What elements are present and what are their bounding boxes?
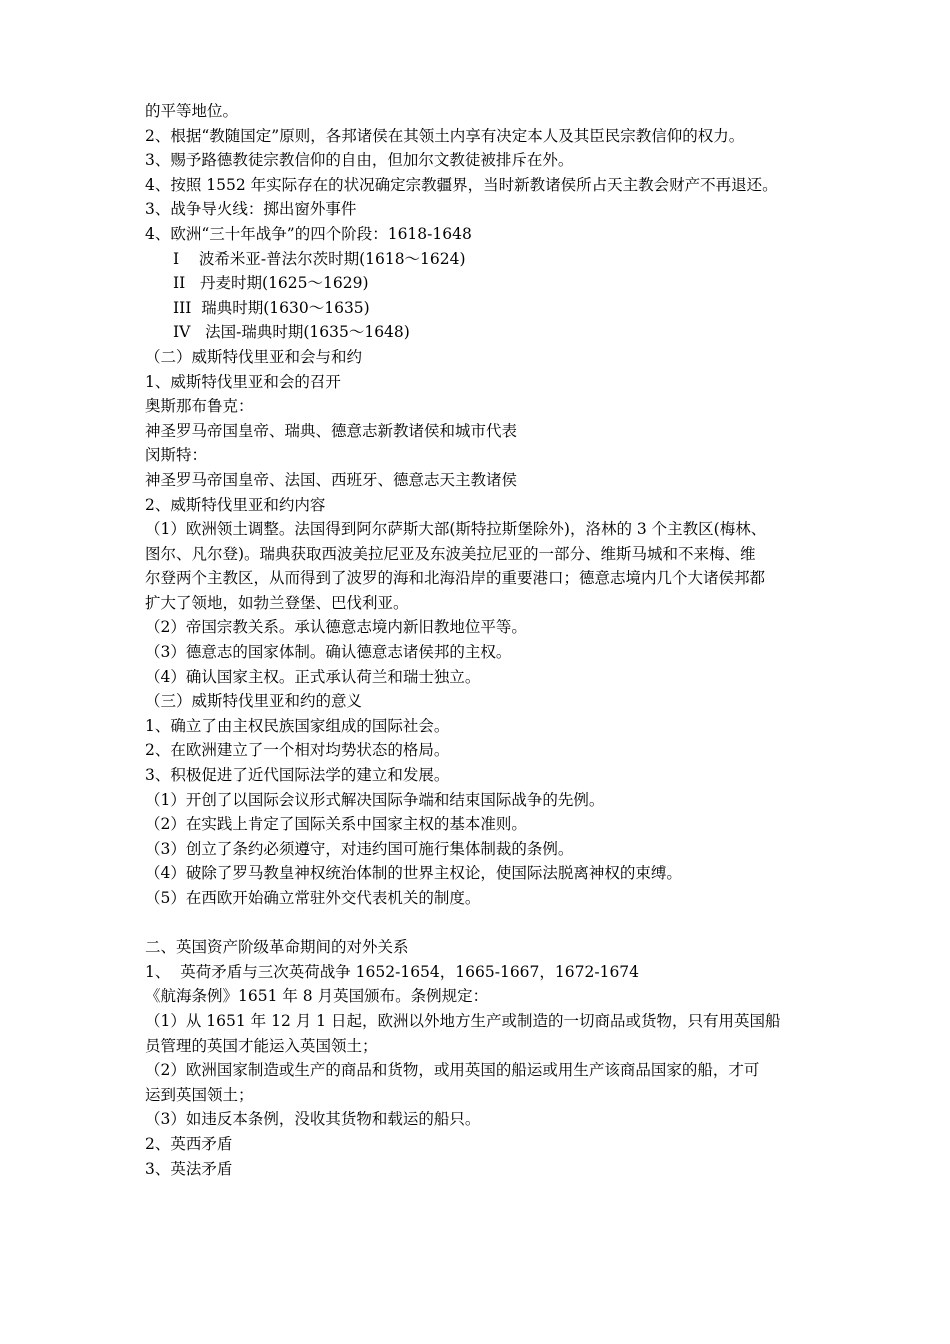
- text-line: （3）创立了条约必须遵守，对违约国可施行集体制裁的条例。: [145, 839, 574, 858]
- text-line: （1）从 1651 年 12 月 1 日起，欧洲以外地方生产或制造的一切商品或货物，只有用英国船: [145, 1011, 781, 1030]
- text-line: 《航海条例》1651 年 8 月英国颁布。条例规定：: [145, 987, 489, 1006]
- text-line: 4、按照 1552 年实际存在的状况确定宗教疆界，当时新教诸侯所占天主教会财产不再退还。: [145, 175, 778, 194]
- text-line: 1、 英荷矛盾与三次英荷战争 1652-1654，1665-1667，1672-1674: [145, 962, 640, 981]
- text-line: （2）帝国宗教关系。承认德意志境内新旧教地位平等。: [145, 618, 527, 637]
- text-line: 3、战争导火线：掷出窗外事件: [145, 200, 357, 219]
- text-line: 4、欧洲“三十年战争”的四个阶段：1618-1648: [145, 224, 472, 243]
- text-line: 3、赐予路德教徒宗教信仰的自由，但加尔文教徒被排斥在外。: [145, 151, 574, 170]
- text-line: （2）在实践上肯定了国际关系中国家主权的基本准则。: [145, 815, 527, 834]
- text-line: I 波希米亚-普法尔茨时期(1618～1624): [173, 249, 466, 268]
- text-line: 2、威斯特伐里亚和约内容: [145, 495, 326, 514]
- text-line: 扩大了领地，如勃兰登堡、巴伐利亚。: [145, 593, 409, 612]
- text-line: （3）如违反本条例，没收其货物和载运的船只。: [145, 1110, 481, 1129]
- text-line: 神圣罗马帝国皇帝、瑞典、德意志新教诸侯和城市代表: [145, 421, 518, 440]
- text-line: （2）欧洲国家制造或生产的商品和货物，或用英国的船运或用生产该商品国家的船，才可: [145, 1061, 760, 1080]
- text-line: 员管理的英国才能运入英国领土；: [145, 1036, 378, 1055]
- text-line: IV 法国-瑞典时期(1635～1648): [173, 323, 410, 342]
- text-line: 3、英法矛盾: [145, 1159, 233, 1178]
- text-line: 奥斯那布鲁克：: [145, 397, 254, 416]
- text-line: 图尔、凡尔登)。瑞典获取西波美拉尼亚及东波美拉尼亚的一部分、维斯马城和不来梅、维: [145, 544, 756, 563]
- text-line: 尔登两个主教区，从而得到了波罗的海和北海沿岸的重要港口；德意志境内几个大诸侯邦都: [145, 569, 766, 588]
- text-line: 2、英西矛盾: [145, 1134, 233, 1153]
- text-line: 1、威斯特伐里亚和会的召开: [145, 372, 341, 391]
- text-line: 运到英国领土；: [145, 1085, 254, 1104]
- text-line: 2、在欧洲建立了一个相对均势状态的格局。: [145, 741, 450, 760]
- text-line: （1）欧洲领土调整。法国得到阿尔萨斯大部(斯特拉斯堡除外)，洛林的 3 个主教区(梅林、: [145, 520, 767, 539]
- text-line: （二）威斯特伐里亚和会与和约: [145, 347, 363, 366]
- text-line: （三）威斯特伐里亚和约的意义: [145, 692, 363, 711]
- text-line: II 丹麦时期(1625～1629): [173, 274, 369, 293]
- text-line: 2、根据“教随国定”原则，各邦诸侯在其领土内享有决定本人及其臣民宗教信仰的权力。: [145, 126, 745, 145]
- text-line: （3）德意志的国家体制。确认德意志诸侯邦的主权。: [145, 643, 512, 662]
- text-line: 3、积极促进了近代国际法学的建立和发展。: [145, 766, 450, 785]
- text-line: （4）确认国家主权。正式承认荷兰和瑞士独立。: [145, 667, 481, 686]
- document-body: [145, 99, 815, 1181]
- text-line: 二、英国资产阶级革命期间的对外关系: [145, 938, 409, 957]
- text-line: 的平等地位。: [145, 102, 239, 120]
- text-line: （4）破除了罗马教皇神权统治体制的世界主权论，使国际法脱离神权的束缚。: [145, 864, 682, 883]
- text-line: III 瑞典时期(1630～1635): [173, 298, 370, 317]
- text-line: （1）开创了以国际会议形式解决国际争端和结束国际战争的先例。: [145, 790, 605, 809]
- blank-line: [145, 911, 815, 936]
- text-line: （5）在西欧开始确立常驻外交代表机关的制度。: [145, 889, 481, 907]
- text-line: 闵斯特：: [145, 446, 208, 465]
- text-line: 1、确立了由主权民族国家组成的国际社会。: [145, 716, 450, 735]
- text-line: 神圣罗马帝国皇帝、法国、西班牙、德意志天主教诸侯: [145, 470, 518, 489]
